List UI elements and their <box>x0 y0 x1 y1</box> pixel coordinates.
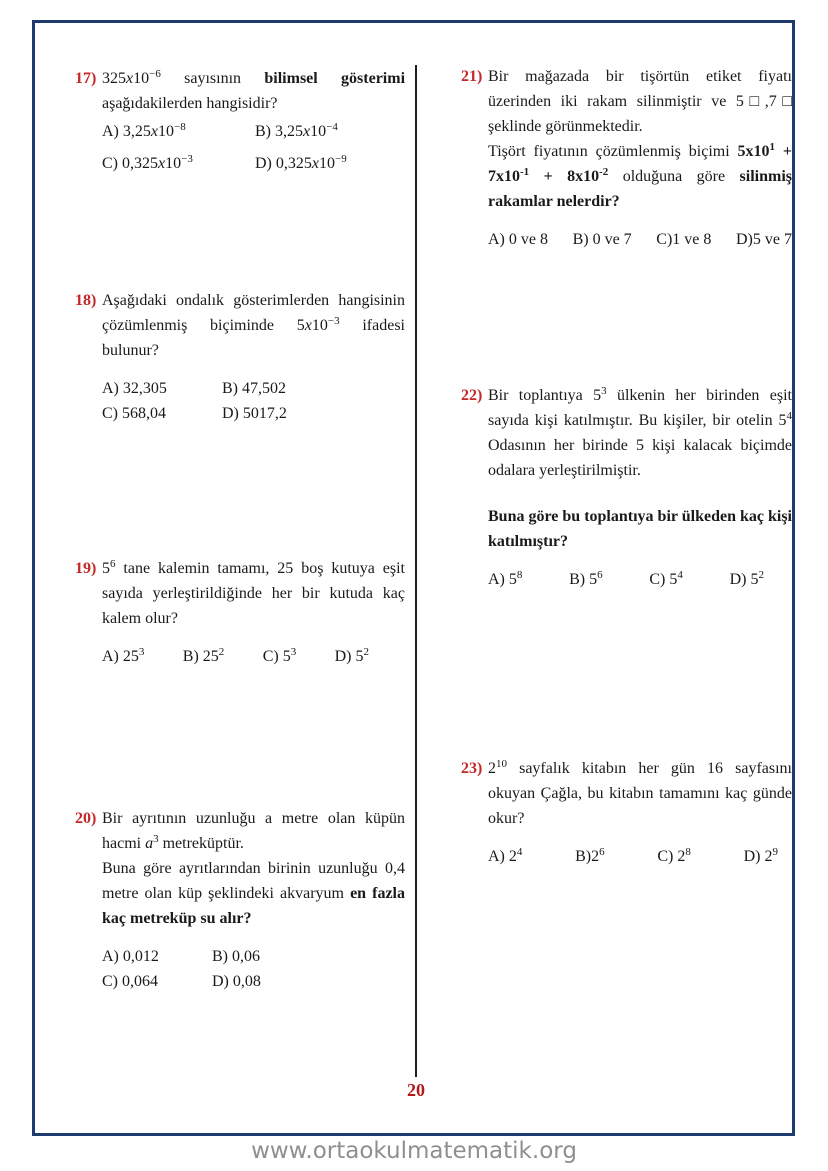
question-17-number-label: 17) <box>75 70 97 87</box>
option-B: B) $3,25x10^{-4}$ <box>255 121 338 140</box>
option-A: A) $5^8$ <box>488 569 523 588</box>
question-23-answer-options <box>488 844 792 869</box>
question-19-answer-options <box>102 644 405 669</box>
option-B: B) $25^2$ <box>182 646 225 665</box>
question-18 <box>75 288 405 426</box>
question-23-number-label: 23) <box>461 760 483 777</box>
question-20 <box>75 806 405 994</box>
option-D: D) 5017,2 <box>222 405 287 422</box>
option-A: A) 32,305 <box>102 380 167 397</box>
question-paragraph: Bir ayrıtının uzunluğu a metre olan küpün hacmi $a^3$ metreküptür. <box>102 810 405 852</box>
question-18-number-label: 18) <box>75 292 97 309</box>
page-frame <box>32 20 795 1136</box>
question-paragraph: Bir mağazada bir tişörtün etiket fiyatı üzerinden iki rakam silinmiştir ve 5□,7□ şeklinde görünmektedir. <box>488 68 792 135</box>
option-B: B) 0 ve 7 <box>572 231 632 248</box>
question-21-body <box>488 64 792 252</box>
question-22-answer-options <box>488 567 792 592</box>
option-D: D) 0,08 <box>212 973 261 990</box>
page-number: 20 <box>407 1080 425 1100</box>
question-19-number-label: 19) <box>75 560 97 577</box>
option-B: B) 47,502 <box>222 380 286 397</box>
option-C: C) 0,064 <box>102 973 158 990</box>
question-paragraph: Buna göre bu toplantıya bir ülkeden kaç kişi katılmıştır? <box>488 508 792 550</box>
question-paragraph: $5^6$ tane kalemin tamamı, 25 boş kutuya eşit sayıda yerleştirildiğinde her bir kutuda kaç kalem olur? <box>102 558 405 627</box>
question-18-answer-options <box>102 376 405 426</box>
question-23-body <box>488 756 792 869</box>
question-paragraph: Buna göre ayrıtlarından birinin uzunluğu 0,4 metre olan küp şeklindeki akvaryum en fazla kaç metreküp su alır? <box>102 860 406 927</box>
option-D: D) $0,325x10^{-9}$ <box>255 153 347 172</box>
option-C: C) $0,325x10^{-3}$ <box>102 153 193 172</box>
option-C: C)1 ve 8 <box>656 231 712 248</box>
option-A: A) 0 ve 8 <box>488 231 548 248</box>
question-20-number-label: 20) <box>75 810 97 827</box>
question-21 <box>461 64 792 252</box>
right-column <box>461 23 792 1133</box>
question-paragraph: $2^{10}$ sayfalık kitabın her gün 16 sayfasını okuyan Çağla, bu kitabın tamamını kaç günde okur? <box>488 758 792 827</box>
question-paragraph: Tişört fiyatının çözümlenmiş biçimi $5x10^1 + 7x10^{-1} + 8x10^{-2}$ olduğuna göre silinmiş rakamlar nelerdir? <box>488 141 792 210</box>
question-17-answer-options <box>102 119 405 176</box>
option-B: $B)2^6$ <box>575 846 605 865</box>
left-column <box>75 23 405 1133</box>
option-C: C) $2^8$ <box>657 846 691 865</box>
option-D: D) $5^2$ <box>334 646 369 665</box>
question-22-body <box>488 383 792 592</box>
question-19 <box>75 556 405 669</box>
question-22 <box>461 383 792 592</box>
option-A: A) $3,25x10^{-8}$ <box>102 121 186 140</box>
option-A: A) $25^3$ <box>102 646 145 665</box>
question-21-number-label: 21) <box>461 68 483 85</box>
question-18-body <box>102 288 405 426</box>
footer-url: www.ortaokulmatematik.org <box>251 1138 577 1164</box>
question-21-answer-options <box>488 227 792 252</box>
question-19-body <box>102 556 405 669</box>
column-divider <box>415 65 417 1077</box>
question-23 <box>461 756 792 869</box>
option-A: A) 0,012 <box>102 948 159 965</box>
question-20-body <box>102 806 405 994</box>
option-D: D) $5^2$ <box>729 569 764 588</box>
question-paragraph: $325x10^{-6}$ sayısının bilimsel gösterimi aşağıdakilerden hangisidir? <box>102 68 406 112</box>
question-paragraph: Bir toplantıya $5^3$ ülkenin her birinden eşit sayıda kişi katılmıştır. Bu kişiler, bir otelin $5^4$ Odasının her birinde 5 kişi kalacak biçimde odalara yerleştirilmiştir. <box>488 385 792 479</box>
question-22-number-label: 22) <box>461 387 483 404</box>
question-17 <box>75 66 405 176</box>
question-20-answer-options <box>102 944 405 994</box>
option-D: D)5 ve 7 <box>735 231 792 248</box>
option-C: C) $5^4$ <box>649 569 683 588</box>
option-A: A) $2^4$ <box>488 846 523 865</box>
question-paragraph: Aşağıdaki ondalık gösterimlerden hangisinin çözümlenmiş biçiminde $5x10^{-3}$ ifadesi bulunur? <box>102 292 405 359</box>
option-B: B) $5^6$ <box>569 569 603 588</box>
option-B: B) 0,06 <box>212 948 260 965</box>
question-17-body <box>102 66 405 176</box>
option-C: C) 568,04 <box>102 405 166 422</box>
option-D: D) $2^9$ <box>743 846 778 865</box>
option-C: C) $5^3$ <box>262 646 297 665</box>
